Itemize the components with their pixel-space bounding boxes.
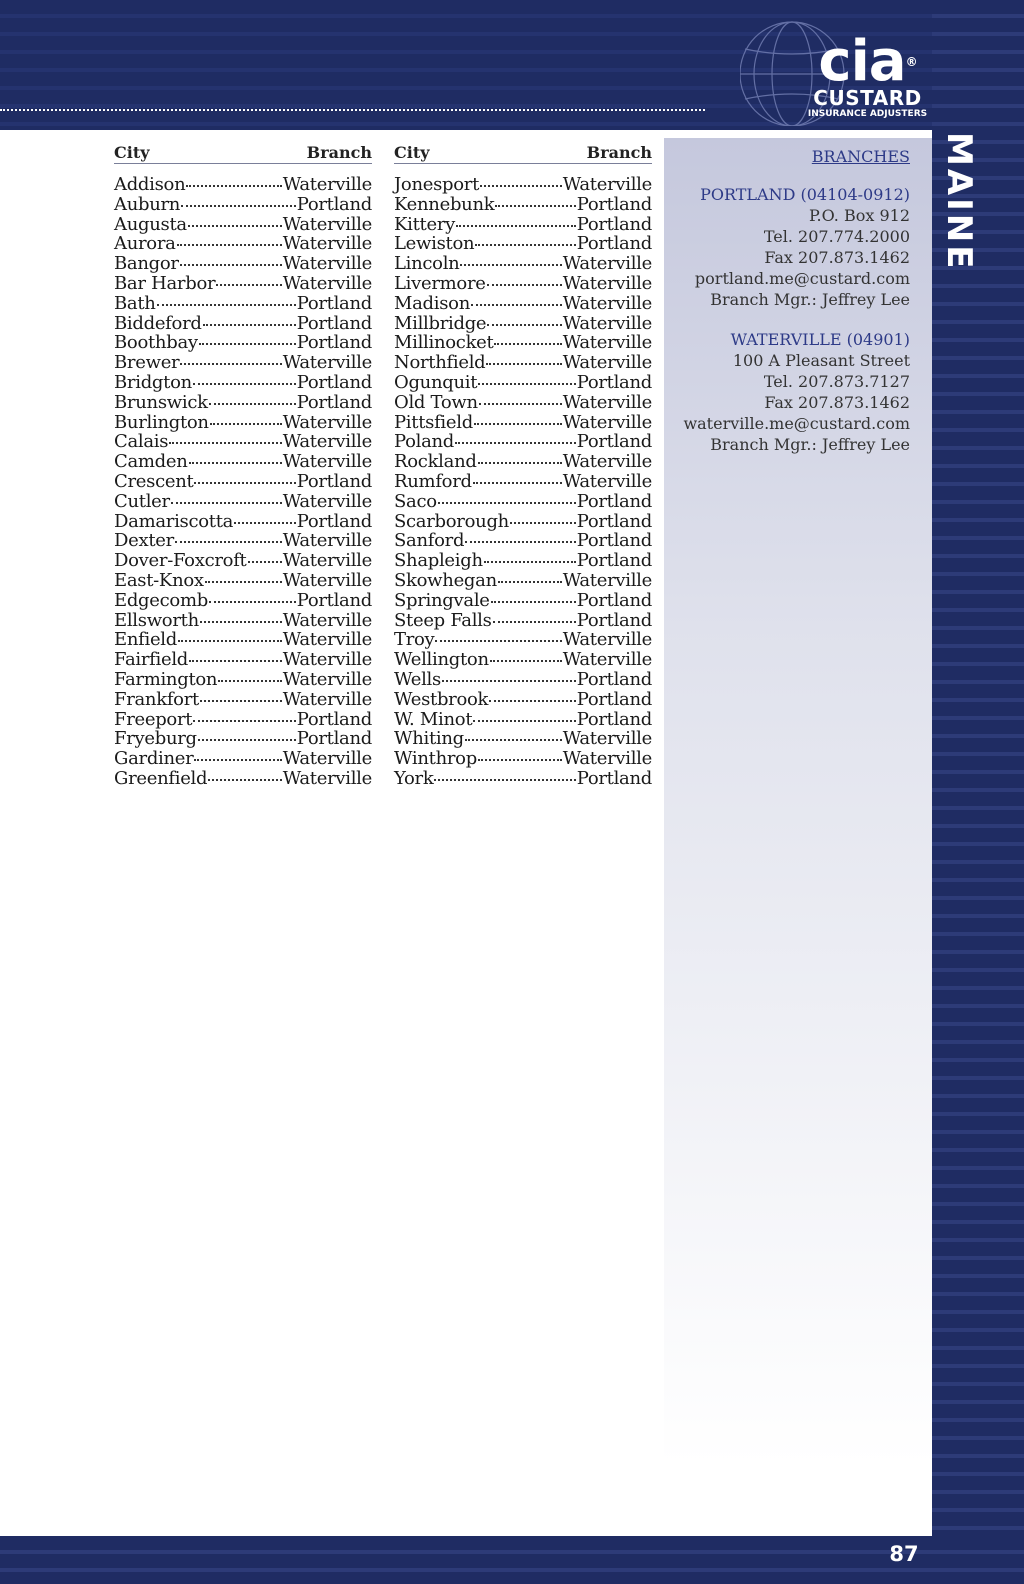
branch-name: Waterville [562,332,652,354]
list-item [114,550,372,570]
city-name: Old Town [394,391,478,413]
city-name: Madison [394,292,471,314]
city-name: Biddeford [114,312,202,334]
branch-name: Portland [296,332,372,354]
office-title: PORTLAND (04104-0912) [700,185,910,204]
dot-leader [465,541,576,543]
dot-leader [487,284,562,286]
branch-name: Portland [576,767,652,789]
list-item [114,412,372,432]
office-email[interactable]: waterville.me@custard.com [683,414,910,433]
city-name: Poland [394,431,455,453]
branch-name: Waterville [282,411,372,433]
dot-leader [189,462,282,464]
dot-leader [473,482,562,484]
city-name: Millinocket [394,332,494,354]
office-fax: Fax 207.873.1462 [764,248,910,267]
city-name: Brewer [114,352,180,374]
dot-leader [434,779,575,781]
branch-name: Waterville [282,451,372,473]
branches-heading[interactable]: BRANCHES [811,147,910,166]
branch-name: Waterville [282,649,372,671]
list-item [394,253,652,273]
branch-name: Portland [296,708,372,730]
branch-name: Waterville [282,550,372,572]
list-item [394,649,652,669]
branch-name: Portland [576,371,652,393]
branch-column-header: Branch [586,143,652,162]
list-header [394,143,652,164]
office-manager: Branch Mgr.: Jeffrey Lee [710,290,910,309]
branch-name: Waterville [562,451,652,473]
list-item [114,768,372,788]
branch-name: Portland [576,490,652,512]
list-item [394,748,652,768]
city-name: Augusta [114,213,187,235]
city-name: Scarborough [394,510,509,532]
dot-leader [216,284,281,286]
list-item [114,273,372,293]
branch-name: Waterville [282,748,372,770]
list-item [114,174,372,194]
branch-name: Waterville [562,352,652,374]
list-item [114,629,372,649]
city-name: Greenfield [114,767,208,789]
city-name: Wells [394,668,441,690]
logo-mark: cia [818,29,906,94]
city-name: Pittsfield [394,411,473,433]
branch-name: Portland [296,312,372,334]
city-name: Kennebunk [394,193,495,215]
branch-name: Waterville [282,629,372,651]
dot-leader [493,621,576,623]
city-column-header: City [114,143,150,162]
list-item [114,253,372,273]
list-item [394,273,652,293]
branch-name: Portland [296,470,372,492]
city-name: Dexter [114,530,174,552]
dot-leader [479,403,562,405]
dot-leader [178,640,282,642]
dot-leader [194,482,295,484]
list-rows [394,174,652,788]
office-email[interactable]: portland.me@custard.com [694,269,910,288]
city-name: York [394,767,434,789]
list-item [114,649,372,669]
branch-name: Waterville [282,688,372,710]
city-name: Rumford [394,470,472,492]
city-name: Whiting [394,728,464,750]
list-item [394,511,652,531]
dot-leader [181,205,296,207]
dot-leader [490,660,562,662]
city-name: Bath [114,292,156,314]
city-name: Burlington [114,411,209,433]
office-portland [664,184,910,310]
list-item [394,372,652,392]
list-item [114,392,372,412]
city-name: Ogunquit [394,371,478,393]
city-name: Boothbay [114,332,198,354]
list-item [114,570,372,590]
dot-leader [210,423,282,425]
city-list-left [114,143,372,788]
city-name: Lincoln [394,253,460,275]
city-name: Addison [114,174,186,195]
branch-name: Portland [296,292,372,314]
list-item [394,451,652,471]
branch-name: Waterville [562,411,652,433]
branch-name: Portland [576,668,652,690]
list-item [394,768,652,788]
list-header [114,143,372,164]
dot-leader [478,462,562,464]
dot-leader [491,601,576,603]
branch-name: Waterville [282,609,372,631]
list-item [114,748,372,768]
list-item [114,451,372,471]
dot-leader [189,660,282,662]
registered-mark: ® [905,55,917,69]
list-item [114,709,372,729]
branch-name: Portland [576,708,652,730]
list-item [394,313,652,333]
list-item [394,570,652,590]
branch-name: Portland [296,510,372,532]
city-name: Kittery [394,213,455,235]
dotted-divider [0,109,705,111]
dot-leader [193,720,296,722]
city-name: Camden [114,451,188,473]
city-name: Troy [394,629,435,651]
dot-leader [169,442,282,444]
list-item [394,669,652,689]
dot-leader [208,779,282,781]
dot-leader [475,244,575,246]
city-name: Gardiner [114,748,194,770]
list-item [114,372,372,392]
branch-name: Waterville [562,569,652,591]
city-name: Shapleigh [394,550,483,572]
list-item [114,511,372,531]
city-name: Bar Harbor [114,272,216,294]
branch-name: Waterville [282,272,372,294]
dot-leader [510,522,576,524]
branch-name: Portland [576,193,652,215]
dot-leader [186,185,281,187]
dot-leader [248,561,282,563]
branch-column-header: Branch [306,143,372,162]
list-item [394,530,652,550]
dot-leader [177,244,282,246]
state-label: MAINE [939,132,979,272]
city-name: Springvale [394,589,490,611]
list-item [394,471,652,491]
dot-leader [234,522,296,524]
dot-leader [205,581,282,583]
branches-info [664,146,910,474]
branch-name: Waterville [282,253,372,275]
branch-name: Waterville [562,629,652,651]
city-name: Jonesport [394,174,480,195]
list-item [114,471,372,491]
city-name: Wellington [394,649,489,671]
city-name: Auburn [114,193,181,215]
dot-leader [203,324,296,326]
list-item [394,214,652,234]
city-name: Crescent [114,470,194,492]
branch-name: Waterville [282,213,372,235]
office-address: 100 A Pleasant Street [732,351,910,370]
list-rows [114,174,372,788]
list-item [114,590,372,610]
dot-leader [498,581,562,583]
dot-leader [200,621,282,623]
branch-name: Waterville [562,253,652,275]
list-item [394,233,652,253]
dot-leader [460,264,561,266]
city-name: Skowhegan [394,569,497,591]
branch-name: Waterville [282,490,372,512]
page-number: 87 [889,1542,919,1566]
dot-leader [455,442,576,444]
city-list-right [394,143,652,788]
city-name: Freeport [114,708,193,730]
dot-leader [465,739,562,741]
dot-leader [200,700,282,702]
city-name: Farmington [114,668,218,690]
list-item [394,174,652,194]
dot-leader [198,739,296,741]
city-name: Frankfort [114,688,199,710]
list-item [394,194,652,214]
branch-name: Portland [576,233,652,255]
branch-name: Portland [296,193,372,215]
branch-name: Waterville [562,728,652,750]
branch-name: Waterville [282,431,372,453]
city-name: Millbridge [394,312,487,334]
dot-leader [193,383,296,385]
city-name: Winthrop [394,748,477,770]
branch-name: Waterville [282,352,372,374]
city-name: Edgecomb [114,589,208,611]
list-item [114,313,372,333]
office-phone: Tel. 207.873.7127 [763,372,910,391]
list-item [394,728,652,748]
branch-name: Portland [296,589,372,611]
city-column-header: City [394,143,430,162]
list-item [114,293,372,313]
list-item [394,431,652,451]
branch-name: Portland [576,589,652,611]
list-item [394,491,652,511]
dot-leader [474,423,562,425]
office-manager: Branch Mgr.: Jeffrey Lee [710,435,910,454]
dot-leader [194,759,281,761]
office-phone: Tel. 207.774.2000 [763,227,910,246]
dot-leader [473,720,575,722]
list-item [394,610,652,630]
branch-name: Waterville [282,174,372,195]
list-item [394,550,652,570]
branch-name: Portland [576,609,652,631]
city-name: Rockland [394,451,477,473]
logo-name: CUSTARD [813,86,922,110]
office-waterville [664,329,910,455]
city-name: East-Knox [114,569,204,591]
list-item [114,669,372,689]
city-name: Westbrook [394,688,489,710]
branch-name: Waterville [562,312,652,334]
list-item [114,214,372,234]
list-item [114,728,372,748]
branch-name: Waterville [282,530,372,552]
branch-name: Portland [576,530,652,552]
city-name: Damariscotta [114,510,234,532]
list-item [394,689,652,709]
dot-leader [171,502,282,504]
dot-leader [486,363,561,365]
branch-name: Waterville [282,233,372,255]
list-item [114,689,372,709]
city-name: Ellsworth [114,609,199,631]
city-name: Fairfield [114,649,189,671]
list-item [394,392,652,412]
dot-leader [471,304,562,306]
list-item [394,709,652,729]
list-item [394,629,652,649]
city-name: Dover-Foxcroft [114,550,247,572]
list-item [394,332,652,352]
city-name: Cutler [114,490,170,512]
branch-name: Waterville [562,174,652,195]
list-item [394,590,652,610]
dot-leader [188,225,282,227]
dot-leader [180,363,281,365]
list-item [114,431,372,451]
city-name: Bangor [114,253,179,275]
branch-name: Waterville [282,668,372,690]
list-item [394,412,652,432]
branch-name: Portland [576,688,652,710]
city-name: Brunswick [114,391,208,413]
dot-leader [494,343,561,345]
city-name: Bridgton [114,371,192,393]
dot-leader [157,304,296,306]
city-name: Enfield [114,629,177,651]
branch-name: Waterville [562,272,652,294]
city-name: Aurora [114,233,176,255]
list-item [114,491,372,511]
list-item [114,530,372,550]
dot-leader [478,383,576,385]
office-address: P.O. Box 912 [809,206,910,225]
city-name: Sanford [394,530,465,552]
city-name: W. Minot [394,708,473,730]
list-item [114,194,372,214]
branch-name: Waterville [562,649,652,671]
branch-name: Portland [296,371,372,393]
footer-band [0,1536,1024,1584]
city-name: Northfield [394,352,486,374]
dot-leader [218,680,282,682]
office-fax: Fax 207.873.1462 [764,393,910,412]
branch-name: Portland [296,728,372,750]
dot-leader [209,403,296,405]
dot-leader [209,601,296,603]
dot-leader [478,759,562,761]
dot-leader [456,225,576,227]
dot-leader [438,502,576,504]
dot-leader [175,541,282,543]
dot-leader [199,343,296,345]
list-item [394,293,652,313]
dot-leader [484,561,576,563]
city-name: Fryeburg [114,728,197,750]
city-name: Saco [394,490,437,512]
dot-leader [480,185,562,187]
branch-name: Portland [576,510,652,532]
branch-name: Portland [576,550,652,572]
branch-name: Waterville [562,292,652,314]
city-name: Steep Falls [394,609,492,631]
dot-leader [487,324,561,326]
dot-leader [180,264,282,266]
branch-name: Waterville [562,391,652,413]
branch-name: Portland [576,431,652,453]
list-item [114,352,372,372]
company-logo [800,29,935,120]
list-item [394,352,652,372]
city-name: Calais [114,431,169,453]
branch-name: Portland [296,391,372,413]
dot-leader [495,205,575,207]
dot-leader [489,700,576,702]
office-title: WATERVILLE (04901) [730,330,910,349]
branch-name: Waterville [282,569,372,591]
list-item [114,233,372,253]
dot-leader [442,680,576,682]
branch-name: Waterville [562,748,652,770]
logo-subtitle: INSURANCE ADJUSTERS [807,109,928,119]
branch-name: Waterville [562,470,652,492]
city-name: Livermore [394,272,486,294]
dot-leader [435,640,561,642]
city-name: Lewiston [394,233,475,255]
branch-name: Portland [576,213,652,235]
list-item [114,332,372,352]
list-item [114,610,372,630]
branch-name: Waterville [282,767,372,789]
